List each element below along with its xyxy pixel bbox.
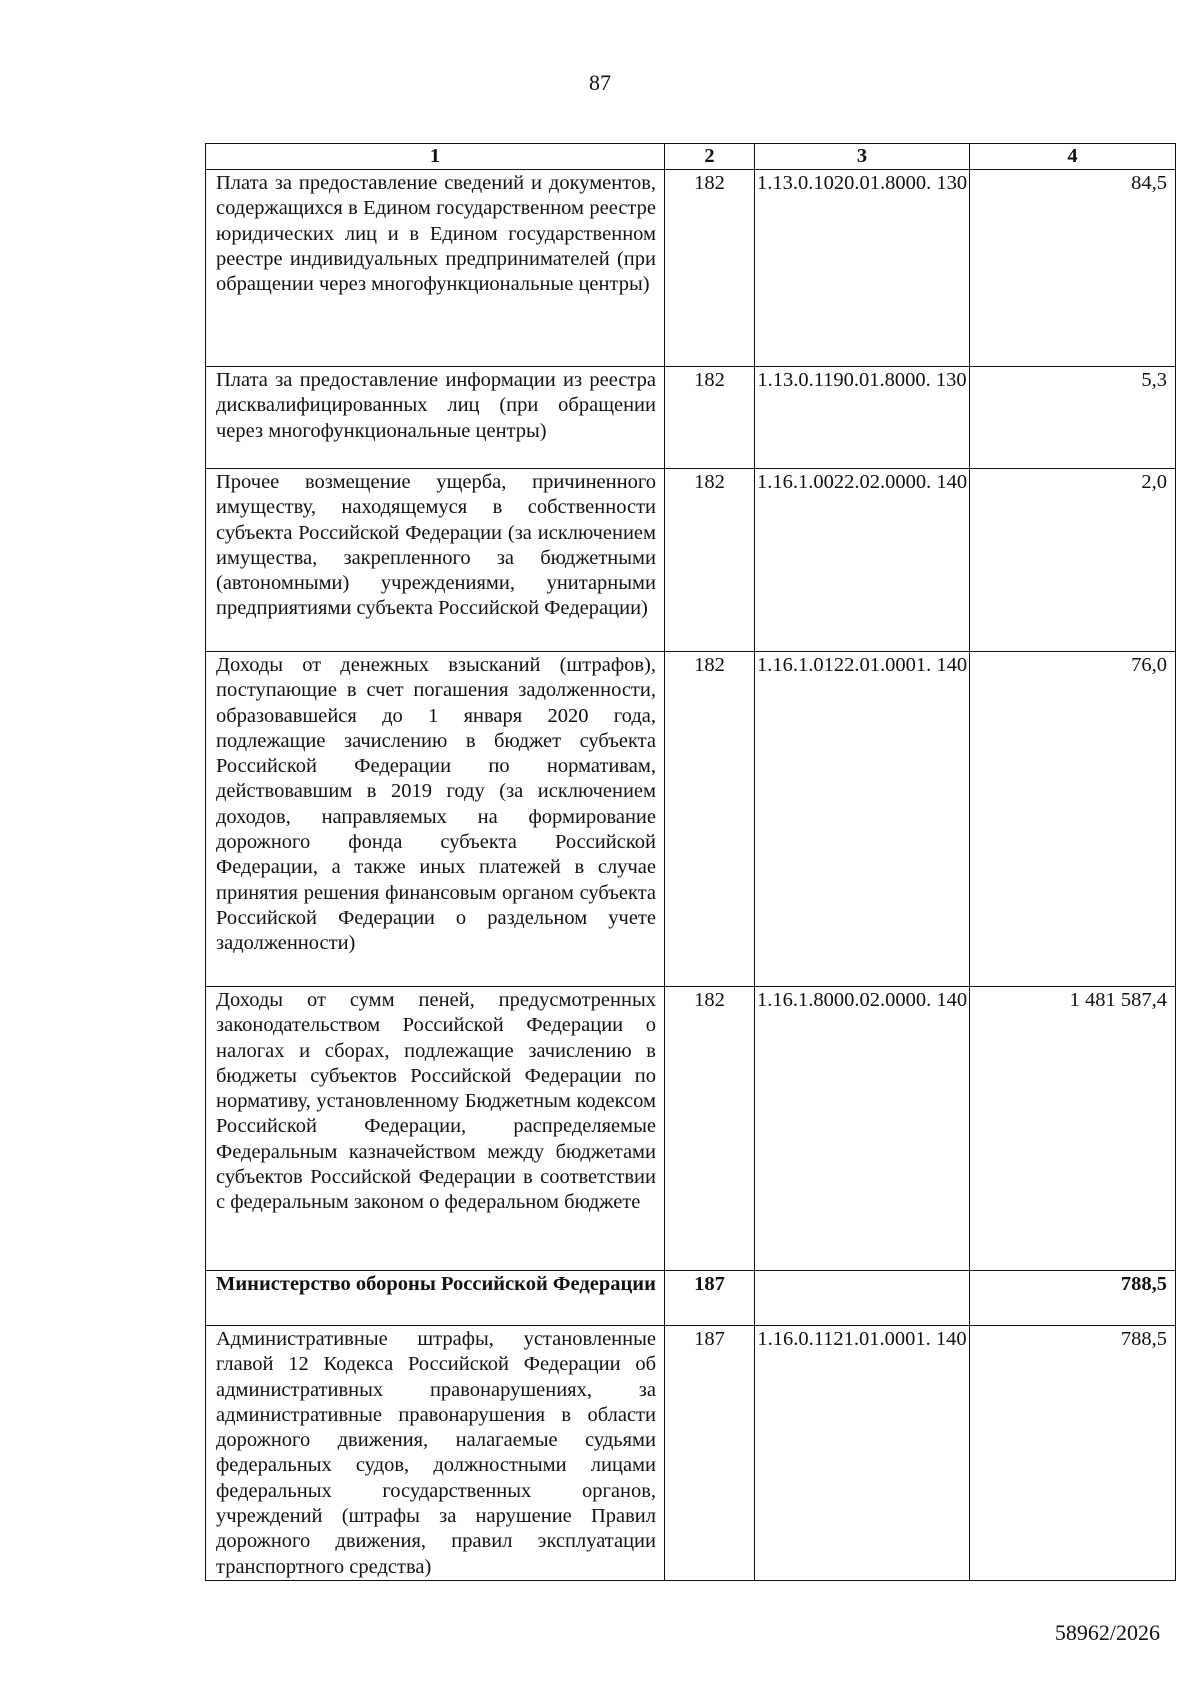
row-name-cell: Плата за предоставление информации из реестра дисквалифицированных лиц (при обращении через многофункциональные центры) xyxy=(206,367,665,469)
row-admin-code-cell: 182 xyxy=(665,652,755,987)
row-budget-code-cell xyxy=(755,1271,970,1326)
column-header-3: 3 xyxy=(755,144,970,170)
row-admin-code-cell: 182 xyxy=(665,469,755,652)
row-amount-cell: 84,5 xyxy=(970,170,1176,367)
row-admin-code-cell: 187 xyxy=(665,1326,755,1581)
row-name-cell: Доходы от денежных взысканий (штрафов), поступающие в счет погашения задолженности, образовавшейся до 1 января 2020 года, подлежащие зачислению в бюджет субъекта Российской Федерации по нормативам, действовавшим в 2019 году (за исключением доходов, направляемых на формирование дорожного фонда субъекта Российской Федерации, а также иных платежей в случае принятия решения финансовым органом субъекта Российской Федерации о раздельном учете задолженности) xyxy=(206,652,665,987)
row-admin-code-cell: 187 xyxy=(665,1271,755,1326)
row-amount-cell: 2,0 xyxy=(970,469,1176,652)
row-budget-code-cell: 1.13.0.1020.01.8000. 130 xyxy=(755,170,970,367)
row-amount-cell: 5,3 xyxy=(970,367,1176,469)
row-amount-cell: 76,0 xyxy=(970,652,1176,987)
table-body xyxy=(206,170,1176,1581)
row-budget-code-cell: 1.16.0.1121.01.0001. 140 xyxy=(755,1326,970,1581)
revenue-table xyxy=(205,143,1176,1581)
row-admin-code-cell: 182 xyxy=(665,367,755,469)
table-header-row xyxy=(206,144,1176,170)
row-budget-code-cell: 1.16.1.8000.02.0000. 140 xyxy=(755,987,970,1271)
table-row xyxy=(206,469,1176,652)
row-amount-cell: 1 481 587,4 xyxy=(970,987,1176,1271)
row-budget-code-cell: 1.16.1.0122.01.0001. 140 xyxy=(755,652,970,987)
row-amount-cell: 788,5 xyxy=(970,1271,1176,1326)
row-name-cell: Прочее возмещение ущерба, причиненного имуществу, находящемуся в собственности субъекта Российской Федерации (за исключением имущества, закрепленного за бюджетными (автономными) учреждениями, унитарными предприятиями субъекта Российской Федерации) xyxy=(206,469,665,652)
row-amount-cell: 788,5 xyxy=(970,1326,1176,1581)
table-row xyxy=(206,1326,1176,1581)
document-id: 58962/2026 xyxy=(1054,1620,1160,1645)
table-row xyxy=(206,1271,1176,1326)
row-admin-code-cell: 182 xyxy=(665,170,755,367)
row-admin-code-cell: 182 xyxy=(665,987,755,1271)
table-row xyxy=(206,367,1176,469)
column-header-4: 4 xyxy=(970,144,1176,170)
row-budget-code-cell: 1.13.0.1190.01.8000. 130 xyxy=(755,367,970,469)
row-name-cell: Министерство обороны Российской Федерации xyxy=(206,1271,665,1326)
row-budget-code-cell: 1.16.1.0022.02.0000. 140 xyxy=(755,469,970,652)
table-row xyxy=(206,170,1176,367)
column-header-1: 1 xyxy=(206,144,665,170)
table-row xyxy=(206,652,1176,987)
row-name-cell: Административные штрафы, установленные главой 12 Кодекса Российской Федерации об административных правонарушениях, за административные правонарушения в области дорожного движения, налагаемые судьями федеральных судов, должностными лицами федеральных государственных органов, учреждений (штрафы за нарушение Правил дорожного движения, правил эксплуатации транспортного средства) xyxy=(206,1326,665,1581)
row-name-cell: Плата за предоставление сведений и документов, содержащихся в Едином государственном реестре юридических лиц и в Едином государственном реестре индивидуальных предпринимателей (при обращении через многофункциональные центры) xyxy=(206,170,665,367)
page-number: 87 xyxy=(589,70,611,95)
row-name-cell: Доходы от сумм пеней, предусмотренных законодательством Российской Федерации о налогах и сборах, подлежащие зачислению в бюджеты субъектов Российской Федерации по нормативу, установленному Бюджетным кодексом Российской Федерации, распределяемые Федеральным казначейством между бюджетами субъектов Российской Федерации в соответствии с федеральным законом о федеральном бюджете xyxy=(206,987,665,1271)
column-header-2: 2 xyxy=(665,144,755,170)
table-row xyxy=(206,987,1176,1271)
